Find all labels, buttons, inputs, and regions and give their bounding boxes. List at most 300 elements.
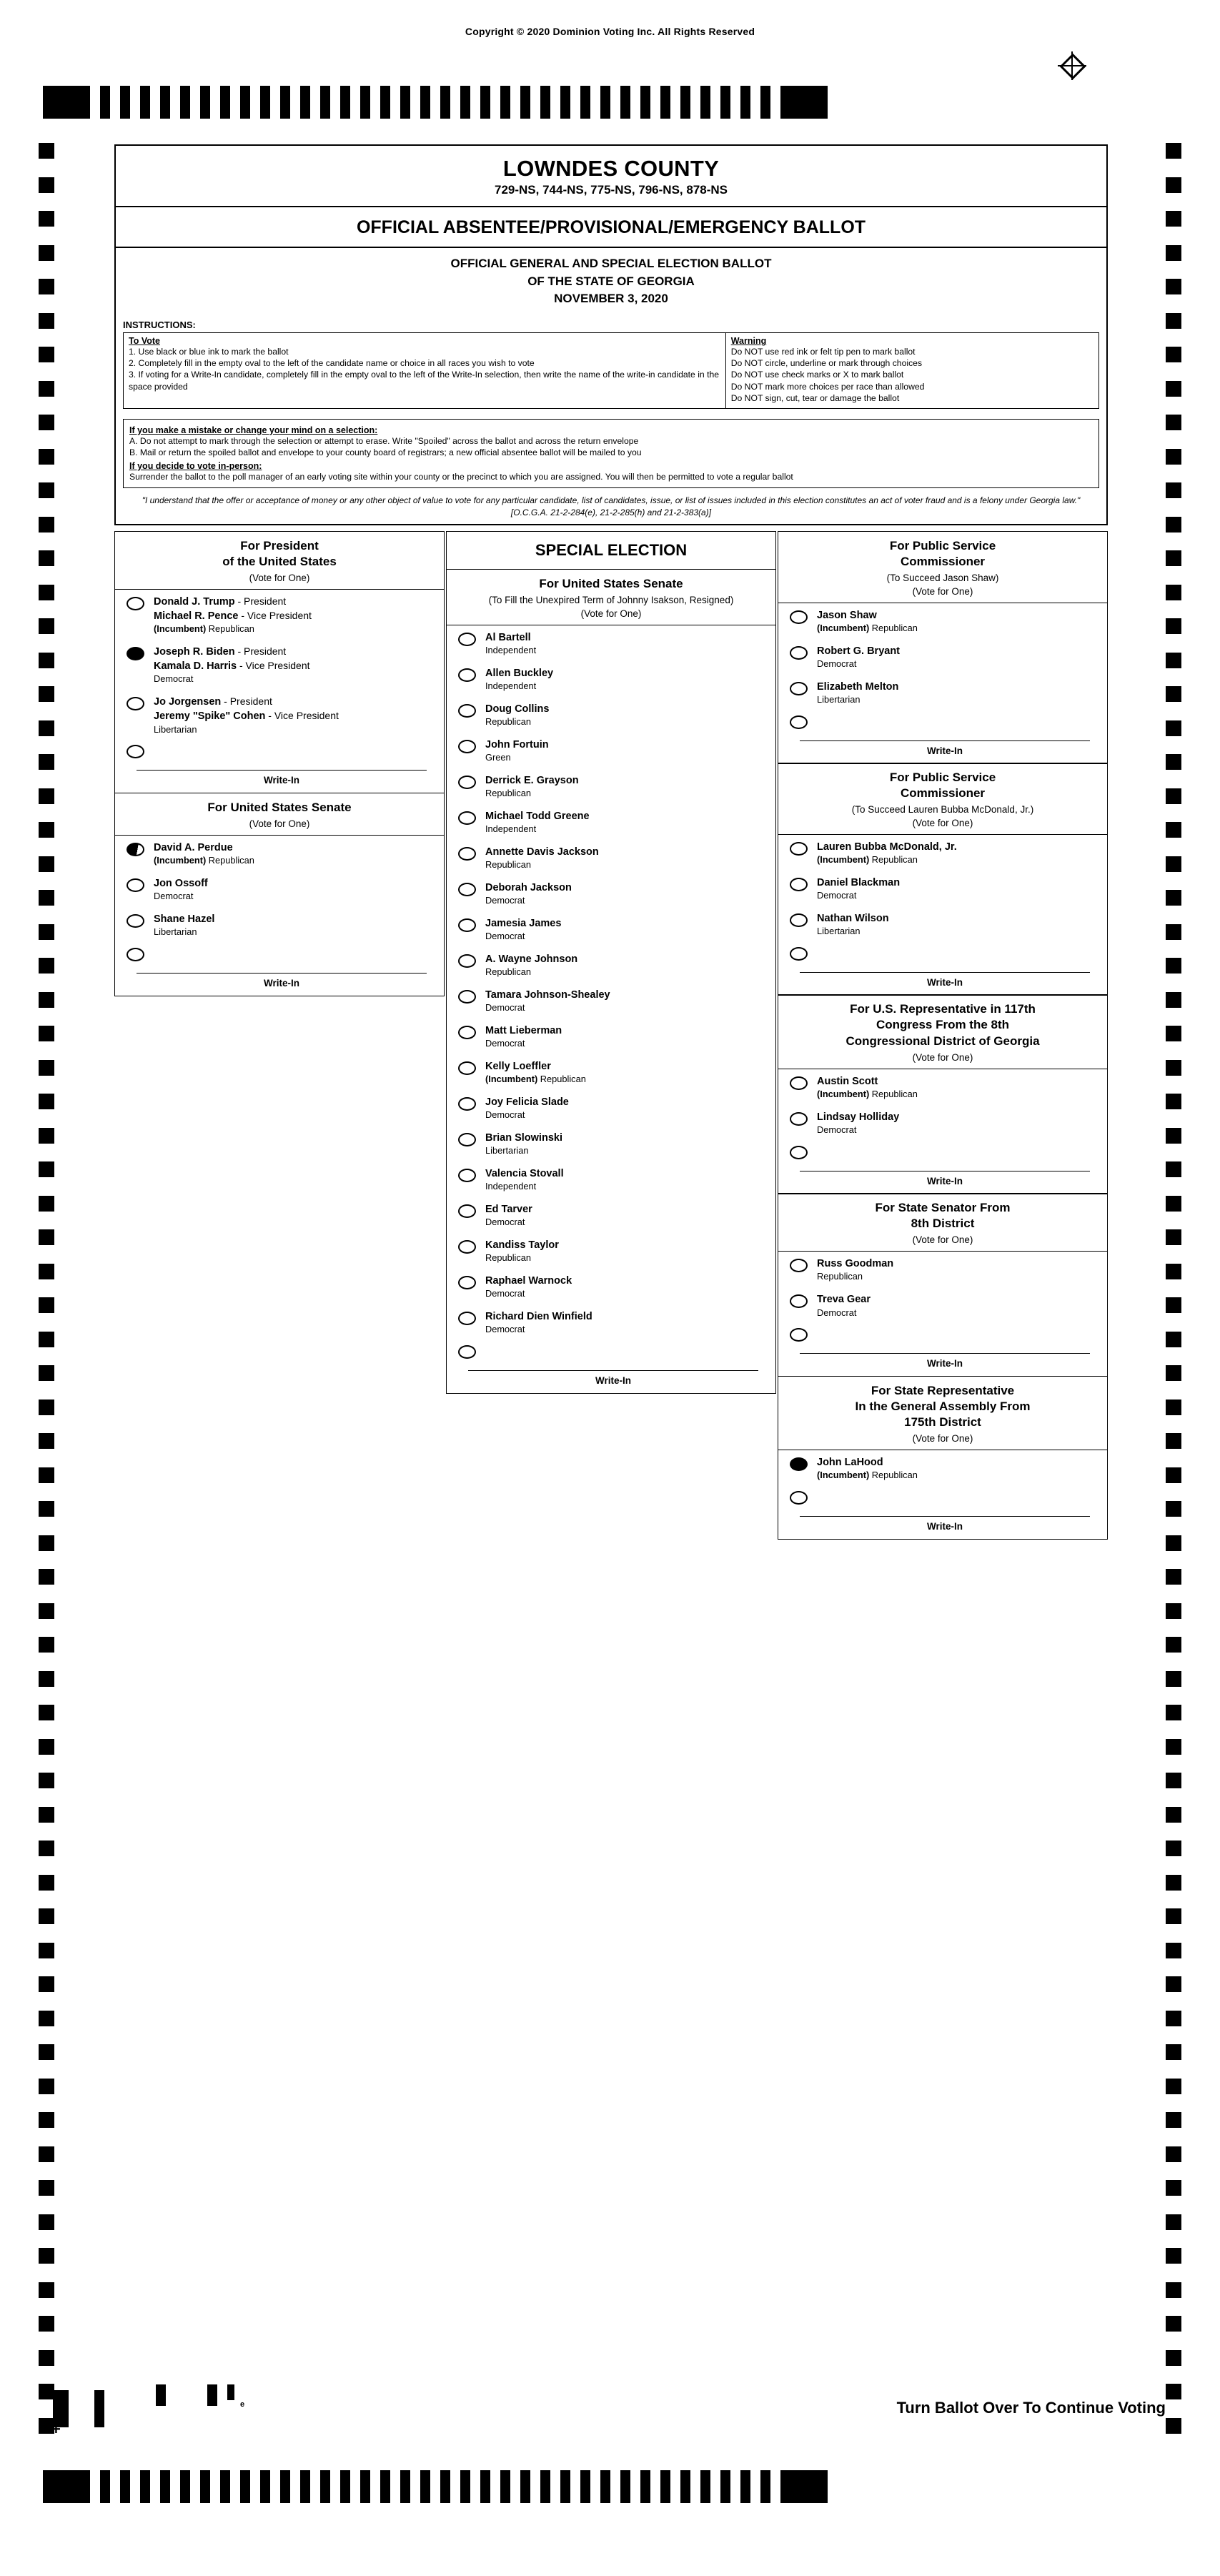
to-vote-item-2: 2. Completely fill in the empty oval to the left of the candidate name or choice in all races you wish to vote (129, 358, 535, 369)
vote-oval[interactable] (458, 704, 476, 718)
timing-mark (39, 1264, 54, 1279)
candidate-party: (Incumbent) Republican (817, 853, 918, 865)
timing-mark (720, 86, 730, 119)
vote-oval[interactable] (790, 1259, 808, 1272)
vote-for-instruction: (Vote for One) (580, 608, 642, 620)
timing-mark (320, 2470, 330, 2503)
vote-oval[interactable] (127, 647, 144, 660)
timing-mark (560, 2470, 570, 2503)
timing-mark (39, 347, 54, 362)
candidate-option[interactable] (778, 871, 1107, 906)
timing-mark (240, 2470, 250, 2503)
timing-mark (39, 992, 54, 1008)
candidate-option[interactable] (447, 768, 775, 804)
candidate-text (485, 1274, 572, 1300)
candidate-option[interactable] (778, 1252, 1107, 1287)
candidate-option[interactable] (447, 1304, 775, 1340)
warning-block (726, 333, 1099, 408)
candidate-text (817, 1074, 918, 1101)
timing-mark (39, 1094, 54, 1109)
candidate-text (485, 630, 536, 657)
timing-mark (43, 86, 90, 119)
candidate-party: Democrat (817, 1307, 857, 1318)
timing-mark (1166, 1841, 1181, 1856)
vote-oval[interactable] (127, 745, 144, 758)
candidate-option[interactable] (447, 1090, 775, 1126)
timing-mark (39, 1637, 54, 1653)
contest-subtitle: (To Succeed Lauren Bubba McDonald, Jr.) (851, 804, 1034, 816)
column-middle (446, 531, 776, 1539)
write-in-label: Write-In (595, 1375, 631, 1387)
vote-for-instruction: (Vote for One) (912, 1234, 973, 1246)
vote-oval[interactable] (458, 633, 476, 646)
contest-box (114, 793, 445, 996)
timing-mark (39, 1841, 54, 1856)
timing-mark (39, 618, 54, 634)
candidate-option[interactable] (778, 906, 1107, 942)
write-in-option[interactable] (778, 1323, 1107, 1376)
timing-marks-top (43, 86, 1179, 119)
candidate-text (154, 912, 214, 938)
candidate-option[interactable] (447, 1233, 775, 1269)
write-in-option[interactable] (115, 740, 444, 793)
timing-mark (120, 86, 130, 119)
write-in-line[interactable] (800, 1353, 1090, 1354)
timing-mark (39, 1229, 54, 1245)
write-in-label: Write-In (927, 1358, 963, 1369)
timing-mark (1166, 1875, 1181, 1891)
candidate-party: (Incumbent) Republican (485, 1074, 586, 1085)
timing-mark (1166, 686, 1181, 702)
write-in-option[interactable] (115, 943, 444, 996)
timing-mark (540, 86, 550, 119)
candidate-party: (Incumbent) Republican (817, 622, 918, 633)
timing-mark (480, 86, 490, 119)
timing-mark (560, 86, 570, 119)
candidate-option[interactable] (778, 1450, 1107, 1486)
candidate-text (485, 881, 572, 907)
timing-mark (600, 2470, 610, 2503)
vote-oval[interactable] (127, 843, 144, 856)
candidate-party: Democrat (485, 1324, 525, 1335)
vote-oval[interactable] (790, 610, 808, 624)
candidate-text (817, 608, 918, 635)
timing-mark (240, 86, 250, 119)
timing-mark (780, 2470, 828, 2503)
timing-mark (760, 86, 770, 119)
contest-title: For Public Service Commissioner (889, 771, 996, 801)
candidate-party: Independent (485, 680, 537, 692)
contest-box (114, 531, 445, 794)
vote-oval[interactable] (790, 682, 808, 695)
candidate-name: Deborah Jackson (485, 882, 572, 894)
vote-oval[interactable] (790, 947, 808, 961)
candidate-text (485, 1059, 586, 1086)
timing-mark (39, 856, 54, 872)
timing-mark (1166, 1060, 1181, 1076)
candidate-option[interactable] (447, 1019, 775, 1054)
timing-mark (300, 2470, 310, 2503)
timing-mark (1166, 1569, 1181, 1585)
contest-subtitle: (To Succeed Jason Shaw) (886, 572, 999, 583)
candidate-name: Treva Gear (817, 1294, 871, 1306)
contest-box (778, 1376, 1108, 1540)
vote-oval[interactable] (458, 990, 476, 1004)
timing-mark (1166, 856, 1181, 872)
timing-mark (340, 86, 350, 119)
timing-mark (520, 86, 530, 119)
election-title-line2: OF THE STATE OF GEORGIA (527, 274, 695, 288)
timing-mark (1166, 1196, 1181, 1212)
vote-oval[interactable] (790, 1112, 808, 1126)
contest-title: For President of the United States (222, 538, 337, 568)
vote-oval[interactable] (790, 715, 808, 729)
candidate-party: Republican (817, 1271, 863, 1282)
candidate-option[interactable] (447, 911, 775, 947)
timing-mark (39, 177, 54, 193)
running-mate-office: - Vice President (237, 660, 310, 672)
column-right (778, 531, 1108, 1539)
timing-mark (1166, 1603, 1181, 1619)
timing-mark (1166, 2282, 1181, 2298)
timing-mark (39, 2044, 54, 2060)
timing-mark (39, 1060, 54, 1076)
election-title-line1: OFFICIAL GENERAL AND SPECIAL ELECTION BALLOT (450, 257, 772, 270)
candidate-option[interactable] (447, 947, 775, 983)
vote-oval[interactable] (127, 878, 144, 892)
candidate-option[interactable] (778, 1069, 1107, 1105)
timing-mark (1166, 2316, 1181, 2332)
vote-oval[interactable] (458, 1240, 476, 1254)
vote-oval[interactable] (458, 668, 476, 682)
vote-oval[interactable] (458, 1169, 476, 1182)
timing-mark (1166, 1094, 1181, 1109)
write-in-option[interactable] (778, 1141, 1107, 1194)
timing-mark (360, 2470, 370, 2503)
candidate-option[interactable] (447, 876, 775, 911)
timing-mark (1166, 1807, 1181, 1823)
vote-oval[interactable] (127, 697, 144, 710)
timing-mark (1166, 2112, 1181, 2128)
timing-mark (39, 1705, 54, 1720)
county-name: LOWNDES COUNTY (502, 156, 720, 181)
candidate-name: Brian Slowinski (485, 1132, 562, 1144)
running-mate-office: - Vice President (238, 610, 312, 622)
timing-mark (180, 2470, 190, 2503)
timing-mark (39, 1739, 54, 1755)
timing-mark (39, 1467, 54, 1483)
timing-mark (39, 517, 54, 532)
warning-item-4: Do NOT mark more choices per race than allowed (730, 381, 925, 392)
timing-mark (460, 86, 470, 119)
candidate-text (817, 1455, 918, 1482)
vote-oval[interactable] (127, 948, 144, 961)
timing-mark (39, 585, 54, 600)
timing-mark (39, 449, 54, 465)
ballot-content (114, 144, 1108, 1539)
candidate-text (485, 1166, 564, 1193)
timing-mark (1166, 788, 1181, 804)
timing-mark (1166, 1161, 1181, 1177)
candidate-name: Joseph R. Biden (154, 646, 235, 658)
timing-marks-right (1166, 143, 1181, 2452)
timing-mark (39, 1501, 54, 1517)
vote-oval[interactable] (458, 954, 476, 968)
candidate-option[interactable] (778, 639, 1107, 675)
vote-oval[interactable] (458, 847, 476, 861)
vote-oval[interactable] (458, 1061, 476, 1075)
timing-mark (39, 1196, 54, 1212)
candidate-option[interactable] (447, 1161, 775, 1197)
timing-mark (1166, 1943, 1181, 1958)
timing-mark (1166, 1976, 1181, 1992)
timing-marks-left (39, 143, 54, 2452)
candidate-text (485, 1131, 562, 1157)
timing-mark (39, 1400, 54, 1415)
candidate-option[interactable] (447, 697, 775, 733)
timing-mark (1166, 449, 1181, 465)
timing-mark (500, 2470, 510, 2503)
candidate-name: Valencia Stovall (485, 1168, 564, 1180)
candidate-party: Republican (485, 966, 532, 978)
ballot-type-title: OFFICIAL ABSENTEE/PROVISIONAL/EMERGENCY BALLOT (356, 217, 866, 237)
warning-heading: Warning (730, 335, 767, 346)
timing-mark (100, 2470, 110, 2503)
timing-mark (120, 2470, 130, 2503)
candidate-name: Matt Lieberman (485, 1025, 562, 1037)
timing-mark (39, 1026, 54, 1041)
vote-oval[interactable] (127, 597, 144, 610)
write-in-line[interactable] (800, 972, 1090, 973)
vote-oval[interactable] (458, 1097, 476, 1111)
timing-mark (200, 2470, 210, 2503)
candidate-option[interactable] (447, 1054, 775, 1090)
contest-title: For State Representative In the General Assembly From 175th District (855, 1383, 1031, 1430)
candidate-party: Democrat (817, 658, 857, 669)
timing-mark (220, 86, 230, 119)
timing-mark (1166, 1535, 1181, 1551)
vote-oval[interactable] (790, 1491, 808, 1505)
candidate-party: Libertarian (485, 1145, 529, 1156)
timing-mark (620, 86, 630, 119)
timing-mark (39, 415, 54, 430)
timing-mark (1166, 177, 1181, 193)
candidate-option[interactable] (447, 625, 775, 661)
contest-title: For State Senator From 8th District (875, 1201, 1011, 1231)
candidate-text (817, 840, 957, 866)
candidate-option[interactable] (115, 690, 444, 740)
special-election-banner: SPECIAL ELECTION (535, 540, 688, 559)
candidate-text (817, 680, 898, 706)
mark-label: e (240, 2400, 245, 2409)
timing-mark (39, 2248, 54, 2264)
timing-mark (94, 2390, 104, 2427)
timing-mark (660, 2470, 670, 2503)
timing-mark (156, 2384, 166, 2406)
inperson-text: Surrender the ballot to the poll manager of an early voting site within your county or the precinct to which you are assigned. You will then be permitted to vote a regular ballot (129, 471, 793, 482)
write-in-line[interactable] (800, 1516, 1090, 1517)
vote-oval[interactable] (458, 1345, 476, 1359)
timing-mark (540, 2470, 550, 2503)
write-in-line[interactable] (800, 740, 1090, 741)
candidate-option[interactable] (447, 1197, 775, 1233)
mistake-heading: If you make a mistake or change your mind on a selection: (129, 425, 378, 436)
candidate-name: John LaHood (817, 1457, 883, 1469)
timing-mark (1166, 2079, 1181, 2094)
vote-oval[interactable] (458, 1204, 476, 1218)
contest-title: For United States Senate (539, 577, 683, 591)
candidate-option[interactable] (447, 804, 775, 840)
vote-oval[interactable] (458, 918, 476, 932)
candidate-text (817, 1292, 871, 1319)
candidate-option[interactable] (447, 1269, 775, 1304)
write-in-option[interactable] (447, 1340, 775, 1393)
vote-oval[interactable] (790, 1294, 808, 1308)
timing-mark (39, 958, 54, 974)
timing-mark (680, 2470, 690, 2503)
candidate-party: (Incumbent) Republican (817, 1470, 918, 1481)
candidate-text (817, 876, 900, 902)
vote-oval[interactable] (790, 842, 808, 856)
timing-mark (1166, 1400, 1181, 1415)
vote-oval[interactable] (458, 811, 476, 825)
precinct-list: 729-NS, 744-NS, 775-NS, 796-NS, 878-NS (495, 183, 728, 197)
timing-mark (39, 1433, 54, 1449)
timing-mark (360, 86, 370, 119)
timing-mark (1166, 347, 1181, 362)
timing-mark (1166, 2011, 1181, 2026)
timing-mark (1166, 2044, 1181, 2060)
timing-mark (1166, 1773, 1181, 1788)
timing-mark (1166, 1433, 1181, 1449)
timing-mark (1166, 958, 1181, 974)
vote-oval[interactable] (458, 1133, 476, 1146)
timing-mark (1166, 313, 1181, 329)
timing-mark (39, 1976, 54, 1992)
candidate-option[interactable] (115, 871, 444, 907)
candidate-name: Lauren Bubba McDonald, Jr. (817, 841, 957, 853)
write-in-line[interactable] (468, 1370, 758, 1371)
write-in-label: Write-In (264, 775, 299, 786)
timing-mark (39, 788, 54, 804)
timing-mark (740, 2470, 750, 2503)
candidate-option[interactable] (447, 733, 775, 768)
to-vote-heading: To Vote (129, 335, 160, 346)
vote-oval[interactable] (458, 1026, 476, 1039)
candidate-option[interactable] (447, 840, 775, 876)
candidate-option[interactable] (778, 603, 1107, 639)
timing-mark (1166, 245, 1181, 261)
vote-oval[interactable] (458, 1312, 476, 1325)
candidate-party: Libertarian (154, 926, 197, 938)
timing-mark (300, 86, 310, 119)
timing-mark (39, 313, 54, 329)
to-vote-item-3: 3. If voting for a Write-In candidate, completely fill in the empty oval to the left of the Write-In selection, then write the name of the write-in candidate in the space provided (129, 370, 720, 392)
write-in-label: Write-In (927, 745, 963, 756)
write-in-line[interactable] (137, 770, 427, 771)
candidate-option[interactable] (447, 983, 775, 1019)
vote-oval[interactable] (790, 1076, 808, 1090)
candidate-option[interactable] (778, 1105, 1107, 1141)
contest-title: For United States Senate (207, 800, 352, 814)
timing-mark (39, 2282, 54, 2298)
candidate-option[interactable] (115, 590, 444, 640)
vote-oval[interactable] (458, 776, 476, 789)
vote-oval[interactable] (127, 914, 144, 928)
write-in-label: Write-In (264, 978, 299, 989)
vote-oval[interactable] (790, 878, 808, 891)
vote-oval[interactable] (790, 913, 808, 927)
write-in-option[interactable] (778, 1486, 1107, 1539)
timing-mark (1166, 1297, 1181, 1313)
timing-mark (39, 890, 54, 906)
timing-mark (1166, 1705, 1181, 1720)
vote-for-instruction: (Vote for One) (912, 1051, 973, 1063)
timing-mark (260, 2470, 270, 2503)
timing-mark (39, 1332, 54, 1347)
candidate-option[interactable] (115, 907, 444, 943)
vote-oval[interactable] (790, 1328, 808, 1342)
candidate-name: Elizabeth Melton (817, 680, 899, 693)
candidate-option[interactable] (778, 1287, 1107, 1323)
candidate-name: Robert G. Bryant (817, 645, 901, 657)
vote-oval[interactable] (458, 1276, 476, 1289)
candidate-option[interactable] (115, 836, 444, 871)
inperson-heading: If you decide to vote in-person: (129, 460, 262, 471)
election-date: NOVEMBER 3, 2020 (554, 292, 668, 306)
running-mate-name: Kamala D. Harris (154, 660, 237, 673)
contest-box (778, 1193, 1108, 1377)
write-in-option[interactable] (778, 942, 1107, 995)
write-in-line[interactable] (137, 973, 427, 974)
candidate-party: Democrat (485, 1002, 525, 1014)
vote-for-instruction: (Vote for One) (249, 818, 310, 829)
vote-oval[interactable] (790, 1146, 808, 1159)
write-in-option[interactable] (778, 710, 1107, 763)
vote-oval[interactable] (790, 646, 808, 660)
candidate-option[interactable] (778, 675, 1107, 710)
candidate-party: Democrat (485, 1217, 525, 1228)
timing-mark (1166, 720, 1181, 736)
timing-mark (1166, 2214, 1181, 2230)
warning-item-5: Do NOT sign, cut, tear or damage the ballot (730, 392, 900, 403)
vote-oval[interactable] (458, 883, 476, 896)
timing-mark (500, 86, 510, 119)
candidate-option[interactable] (447, 1126, 775, 1161)
timing-mark (39, 1365, 54, 1381)
timing-mark (140, 2470, 150, 2503)
vote-oval[interactable] (458, 740, 476, 753)
candidate-party: (Incumbent) Republican (154, 623, 254, 635)
candidate-text (485, 1238, 559, 1264)
candidate-name: A. Wayne Johnson (485, 953, 578, 966)
candidate-option[interactable] (447, 661, 775, 697)
candidate-name: Donald J. Trump (154, 595, 235, 608)
candidate-option[interactable] (115, 640, 444, 690)
vote-for-instruction: (Vote for One) (912, 1433, 973, 1445)
timing-mark (740, 86, 750, 119)
timing-mark (39, 2316, 54, 2332)
timing-mark (1166, 1671, 1181, 1687)
candidate-party: Independent (485, 1181, 537, 1192)
candidate-option[interactable] (778, 835, 1107, 871)
timing-mark (39, 1297, 54, 1313)
running-mate-name: Michael R. Pence (154, 610, 239, 623)
timing-mark (39, 822, 54, 838)
to-vote-block (124, 333, 726, 408)
vote-oval[interactable] (790, 1457, 808, 1471)
candidate-text (485, 1309, 592, 1336)
